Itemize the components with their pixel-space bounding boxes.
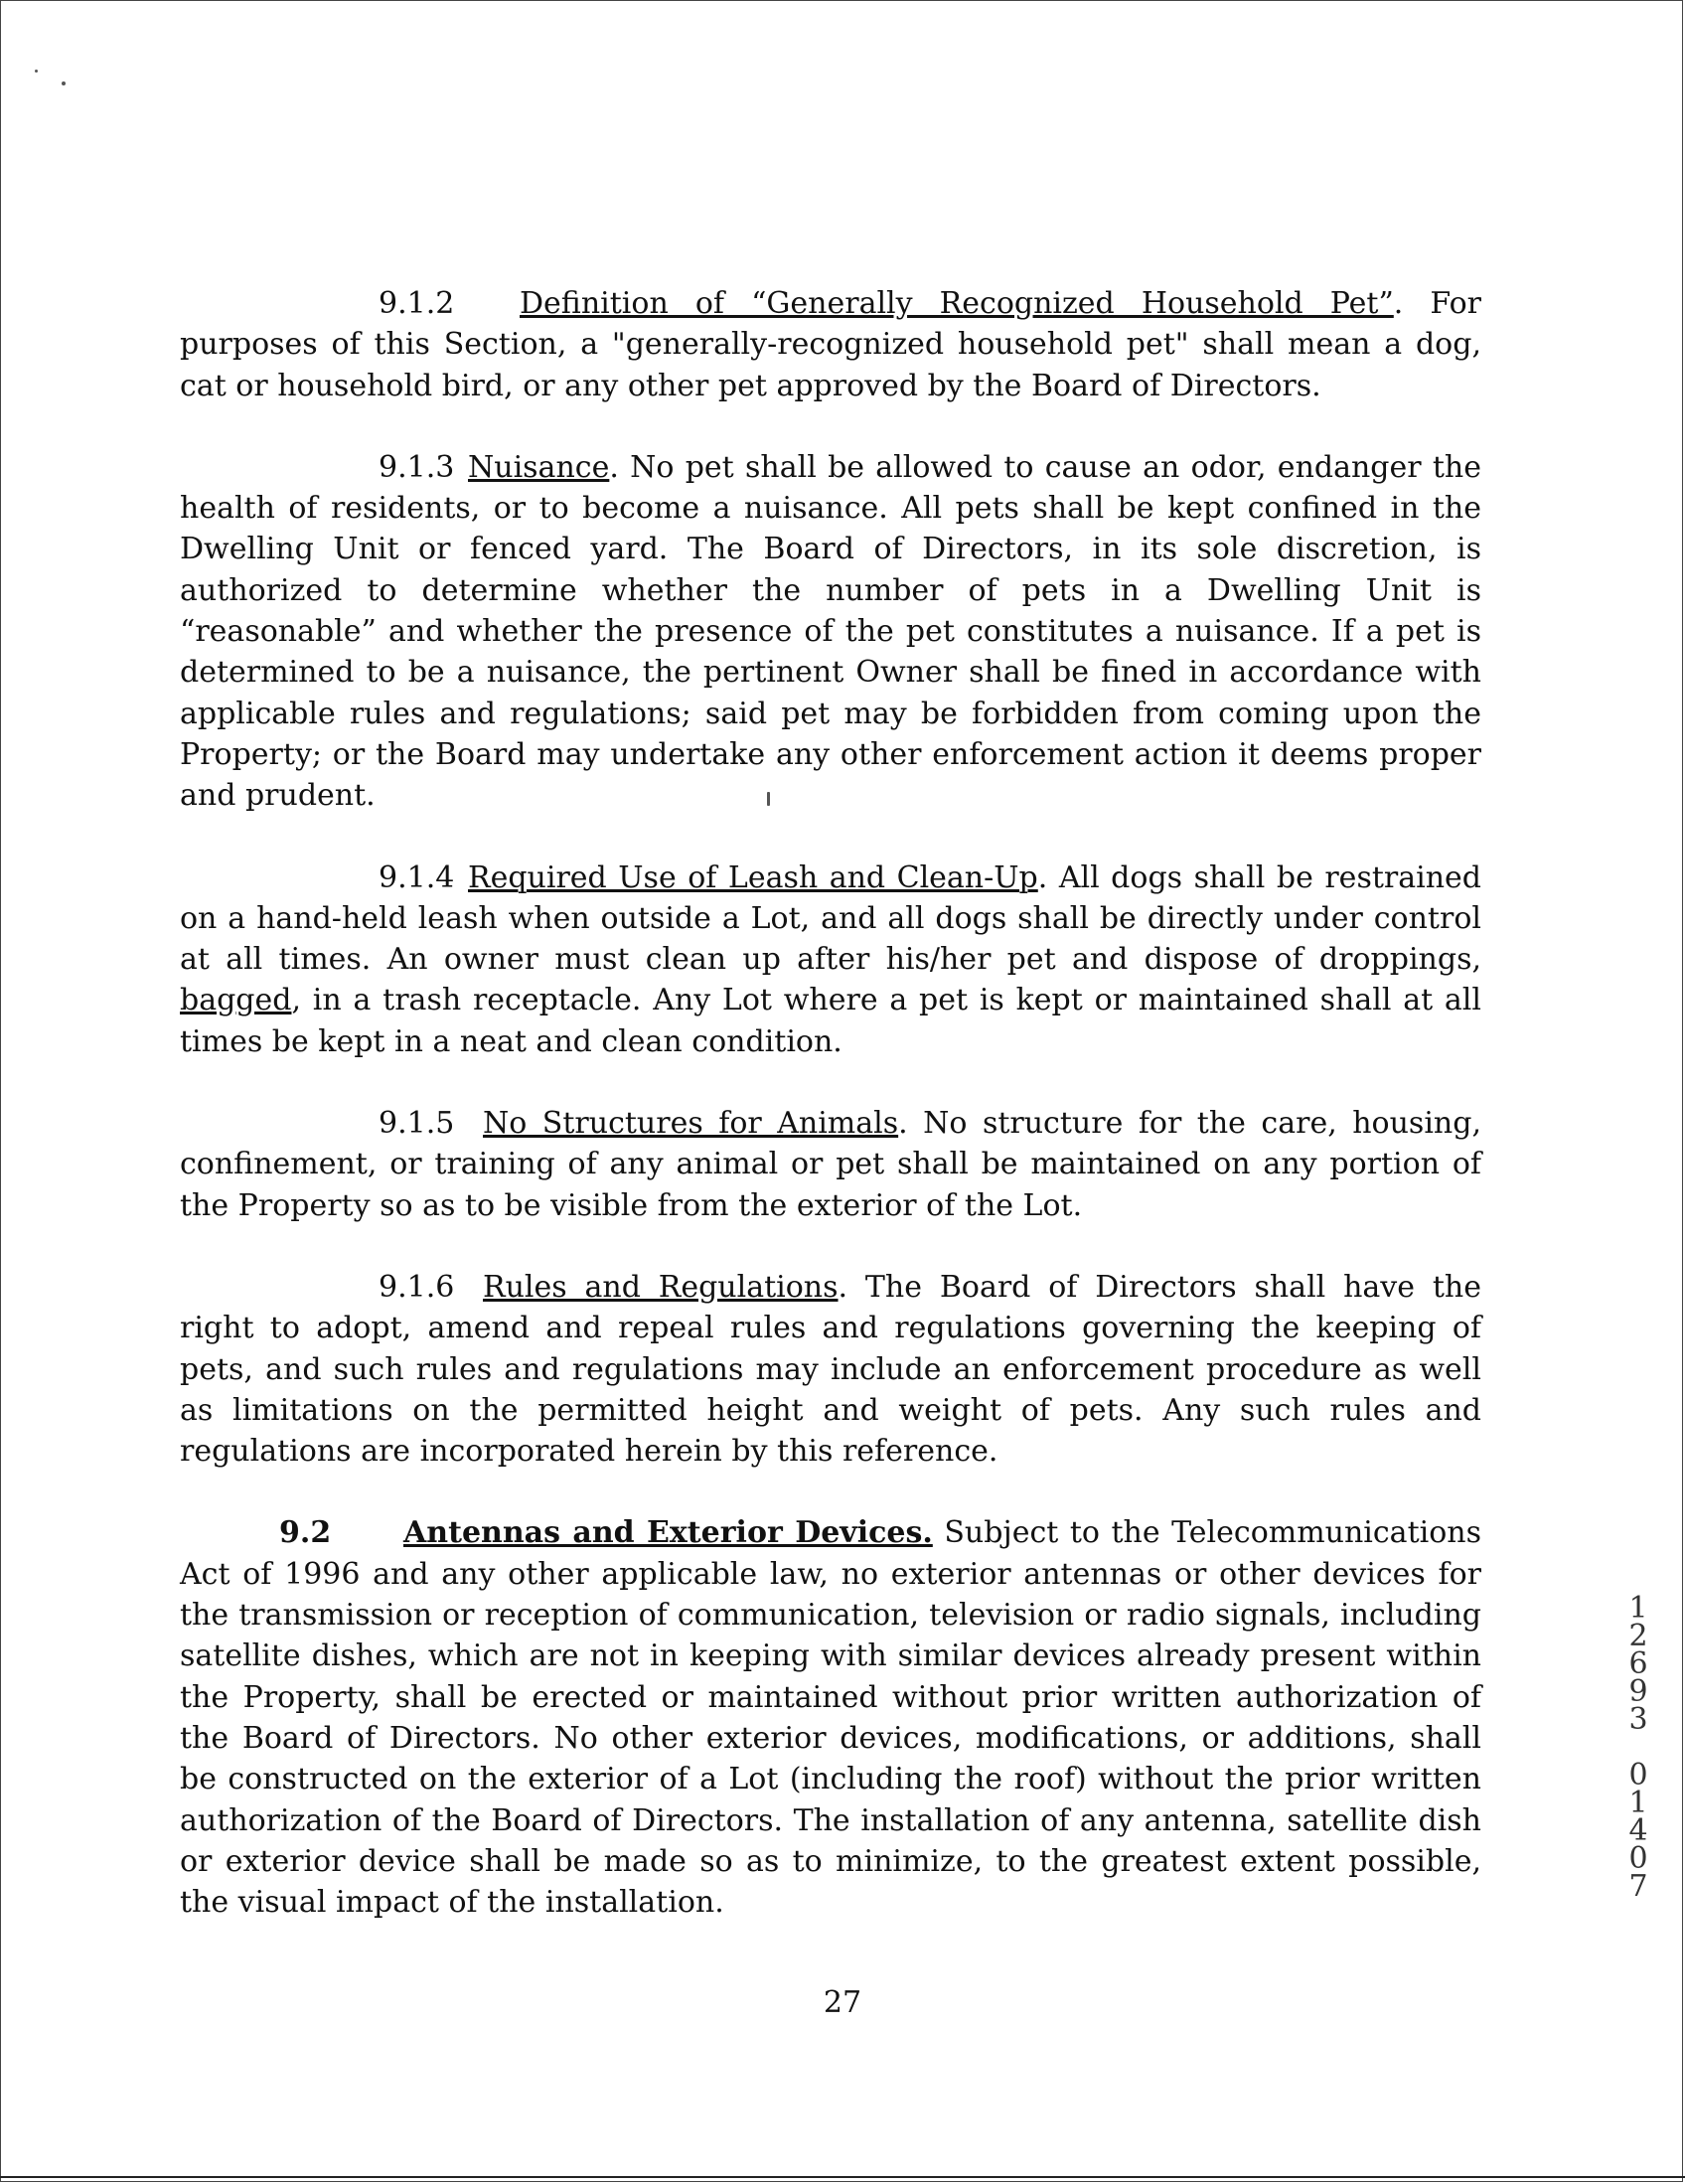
section-body: . No structure for the care, housing, confinement, or training of any animal or pet shall be maintained on any portion of the Property so as to be visible from the exterior of the Lot. xyxy=(180,1106,1481,1223)
scan-speck xyxy=(62,81,66,85)
section-title: Definition of “Generally Recognized Household Pet” xyxy=(520,286,1394,321)
section-9-1-3 xyxy=(180,447,1481,817)
section-9-1-2 xyxy=(180,283,1481,406)
recording-digit: 2 xyxy=(1628,1619,1648,1653)
recording-digit: 9 xyxy=(1628,1674,1648,1709)
recording-digit: 1 xyxy=(1628,1786,1648,1820)
recording-digit: 0 xyxy=(1628,1758,1648,1793)
page-number: 27 xyxy=(823,1985,862,2020)
section-body: . All dogs shall be restrained on a hand-held leash when outside a Lot, and all dogs shall be directly under control at all times. An owner must clean up after his/her pet and dispose of droppings, xyxy=(180,859,1481,978)
scan-bottom-edge xyxy=(0,2176,1685,2178)
section-number: 9.1.6 xyxy=(379,1269,455,1305)
recording-digit: 7 xyxy=(1628,1869,1648,1904)
section-number: 9.2 xyxy=(279,1515,332,1551)
section-9-1-4 xyxy=(180,858,1481,1062)
section-title: Required Use of Leash and Clean-Up xyxy=(468,859,1038,895)
recording-digit: 1 xyxy=(1628,1591,1648,1626)
section-title: Nuisance xyxy=(468,449,610,485)
section-body: . For purposes of this Section, a "generally-recognized household pet" shall mean a dog, cat or household bird, or any other pet approved by the Board of Directors. xyxy=(180,286,1481,403)
recording-digit: 4 xyxy=(1628,1813,1648,1848)
underlined-word: bagged xyxy=(180,983,292,1018)
recording-digit: 3 xyxy=(1628,1702,1648,1737)
section-number: 9.1.5 xyxy=(379,1106,455,1142)
recording-digit: 0 xyxy=(1628,1841,1648,1876)
section-title: No Structures for Animals xyxy=(483,1106,899,1142)
section-body: . No pet shall be allowed to cause an odor, endanger the health of residents, or to become a nuisance. All pets shall be kept confined in the Dwelling Unit or fenced yard. The Board of Directors, in its sole discretion, is authorized to determine whether the number of pets in a Dwelling Unit is “reasonable” and whether the presence of the pet constitutes a nuisance. If a pet is determined to be a nuisance, the pertinent Owner shall be fined in accordance with applicable rules and regulations; said pet may be forbidden from coming upon the Property; or the Board may undertake any other enforcement action it deems proper and prudent. xyxy=(180,449,1481,814)
section-number: 9.1.2 xyxy=(379,286,455,321)
document-body xyxy=(180,283,1481,1963)
section-title: Antennas and Exterior Devices. xyxy=(403,1515,933,1551)
margin-recording-number xyxy=(1625,1591,1651,1904)
section-body: Subject to the Telecommunications Act of 1996 and any other applicable law, no exterior antennas or other devices for the transmission or reception of communication, television or radio signals, including satellite dishes, which are not in keeping with similar devices already present within the Property, shall be erected or maintained without prior written authorization of the Board of Directors. No other exterior devices, modifications, or additions, shall be constructed on the exterior of a Lot (including the roof) without the prior written authorization of the Board of Directors. The installation of any antenna, satellite dish or exterior device shall be made so as to minimize, to the greatest extent possible, the visual impact of the installation. xyxy=(180,1515,1482,1921)
section-9-1-6 xyxy=(180,1267,1481,1472)
section-body-continued: , in a trash receptacle. Any Lot where a pet is kept or maintained shall at all times be kept in a neat and clean condition. xyxy=(180,983,1481,1059)
scan-speck xyxy=(35,70,38,73)
recording-digit: 6 xyxy=(1628,1646,1648,1681)
section-body: . The Board of Directors shall have the right to adopt, amend and repeal rules and regulations governing the keeping of pets, and such rules and regulations may include an enforcement procedure as well as limitations on the permitted height and weight of pets. Any such rules and regulations are incorporated herein by this reference. xyxy=(180,1269,1481,1470)
section-title: Rules and Regulations xyxy=(483,1269,839,1305)
section-number: 9.1.4 xyxy=(379,859,455,895)
section-number: 9.1.3 xyxy=(379,449,455,485)
section-9-1-5 xyxy=(180,1103,1481,1226)
section-9-2 xyxy=(180,1512,1481,1923)
